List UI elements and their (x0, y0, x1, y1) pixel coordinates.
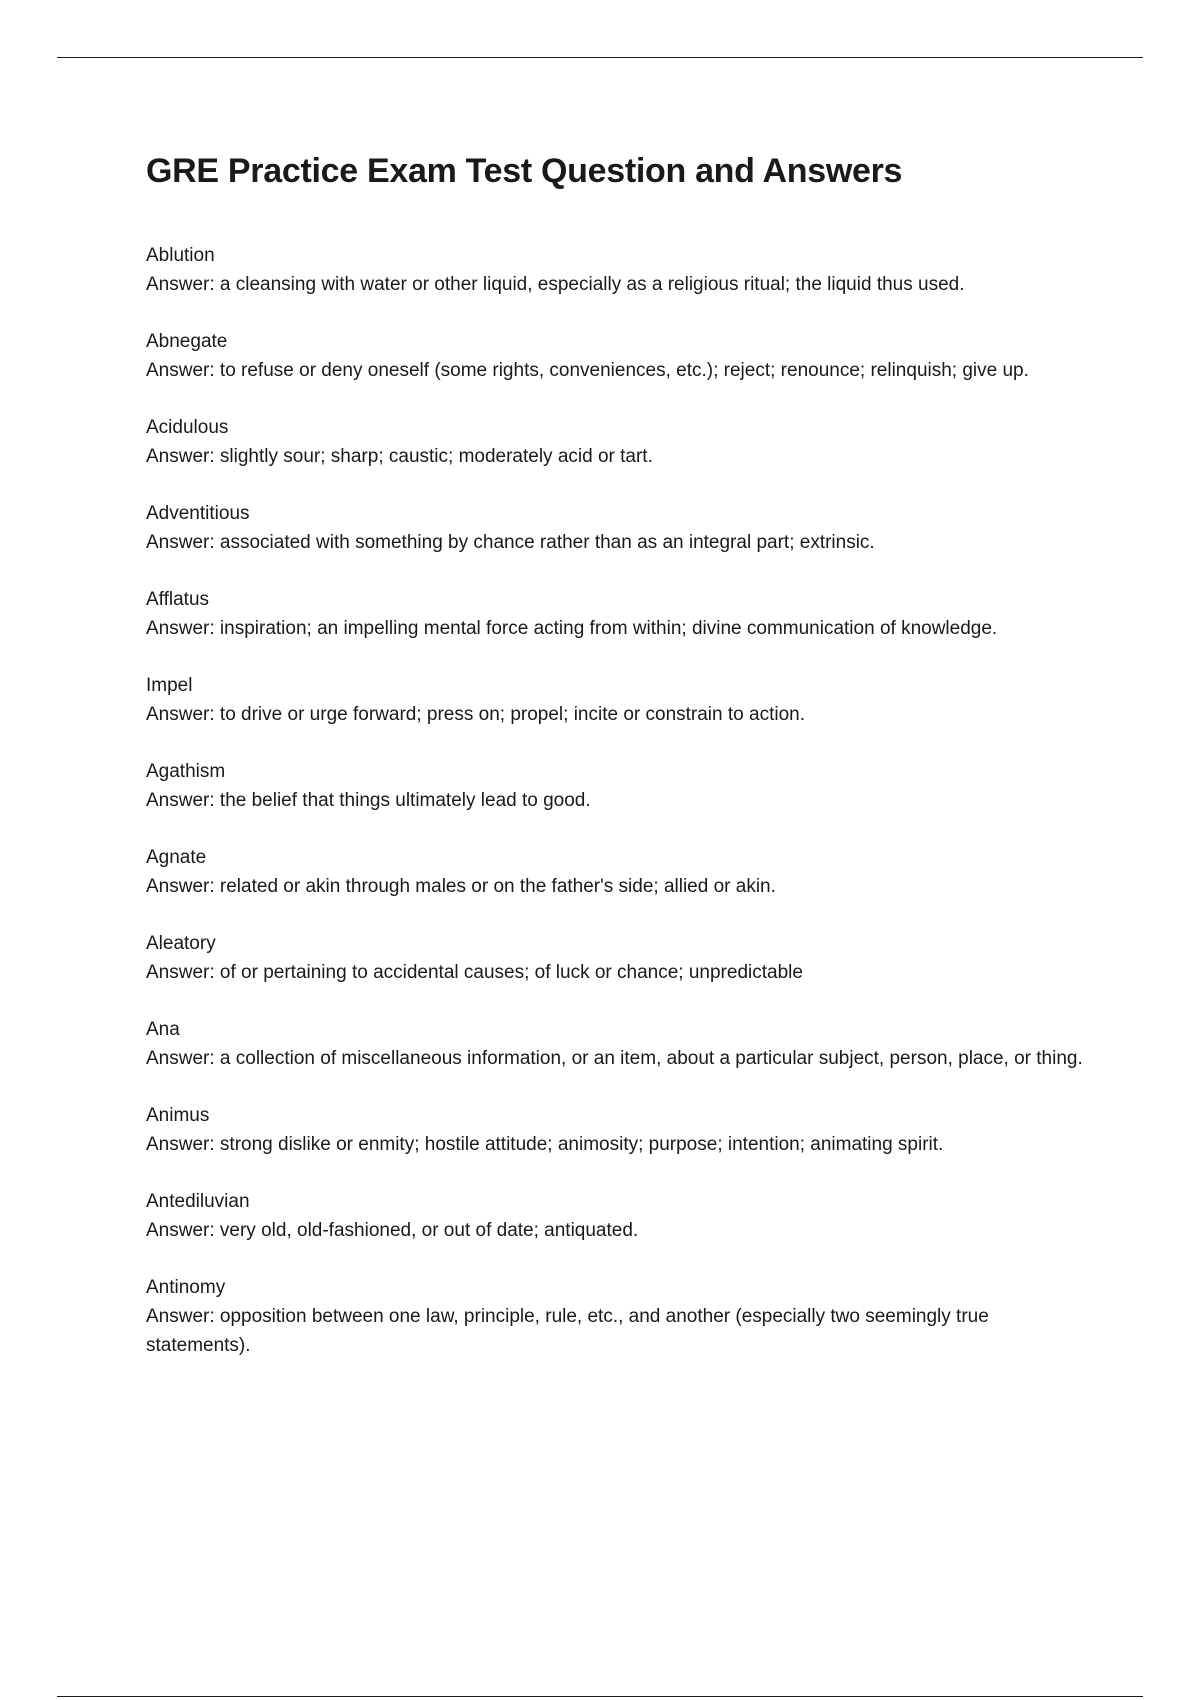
entry-term: Ana (146, 1019, 180, 1040)
entry-list (146, 241, 1086, 1360)
entry-term: Aleatory (146, 933, 216, 954)
entry-item (146, 929, 1086, 987)
entry-answer: Answer: slightly sour; sharp; caustic; moderately acid or tart. (146, 446, 653, 467)
entry-item (146, 757, 1086, 815)
entry-term: Adventitious (146, 503, 250, 524)
page-content (146, 148, 1086, 1388)
header-rule (57, 57, 1143, 58)
entry-term: Antinomy (146, 1277, 226, 1298)
entry-term: Impel (146, 675, 193, 696)
entry-answer: Answer: related or akin through males or on the father's side; allied or akin. (146, 876, 776, 897)
entry-answer: Answer: inspiration; an impelling mental force acting from within; divine communication of knowledge. (146, 618, 998, 639)
entry-answer: Answer: opposition between one law, principle, rule, etc., and another (especially two seemingly true statements). (146, 1306, 989, 1356)
entry-item (146, 1187, 1086, 1245)
entry-term: Afflatus (146, 589, 210, 610)
entry-answer: Answer: of or pertaining to accidental causes; of luck or chance; unpredictable (146, 962, 803, 983)
entry-item (146, 1273, 1086, 1360)
entry-term: Agnate (146, 847, 207, 868)
entry-item (146, 499, 1086, 557)
entry-answer: Answer: a collection of miscellaneous information, or an item, about a particular subject, person, place, or thing. (146, 1048, 1083, 1069)
entry-term: Abnegate (146, 331, 228, 352)
entry-term: Ablution (146, 245, 215, 266)
entry-item (146, 671, 1086, 729)
entry-item (146, 1101, 1086, 1159)
entry-answer: Answer: a cleansing with water or other liquid, especially as a religious ritual; the liquid thus used. (146, 274, 965, 295)
entry-answer: Answer: to refuse or deny oneself (some rights, conveniences, etc.); reject; renounce; relinquish; give up. (146, 360, 1029, 381)
footer-rule (57, 1696, 1143, 1697)
entry-item (146, 413, 1086, 471)
entry-item (146, 327, 1086, 385)
entry-term: Acidulous (146, 417, 229, 438)
entry-answer: Answer: strong dislike or enmity; hostile attitude; animosity; purpose; intention; animating spirit. (146, 1134, 944, 1155)
entry-answer: Answer: associated with something by chance rather than as an integral part; extrinsic. (146, 532, 875, 553)
entry-item (146, 1015, 1086, 1073)
entry-item (146, 585, 1086, 643)
entry-answer: Answer: the belief that things ultimately lead to good. (146, 790, 591, 811)
entry-answer: Answer: to drive or urge forward; press on; propel; incite or constrain to action. (146, 704, 805, 725)
entry-term: Agathism (146, 761, 226, 782)
entry-item (146, 241, 1086, 299)
page-title: GRE Practice Exam Test Question and Answers (146, 152, 903, 190)
entry-term: Animus (146, 1105, 210, 1126)
entry-item (146, 843, 1086, 901)
entry-answer: Answer: very old, old-fashioned, or out of date; antiquated. (146, 1220, 639, 1241)
entry-term: Antediluvian (146, 1191, 250, 1212)
